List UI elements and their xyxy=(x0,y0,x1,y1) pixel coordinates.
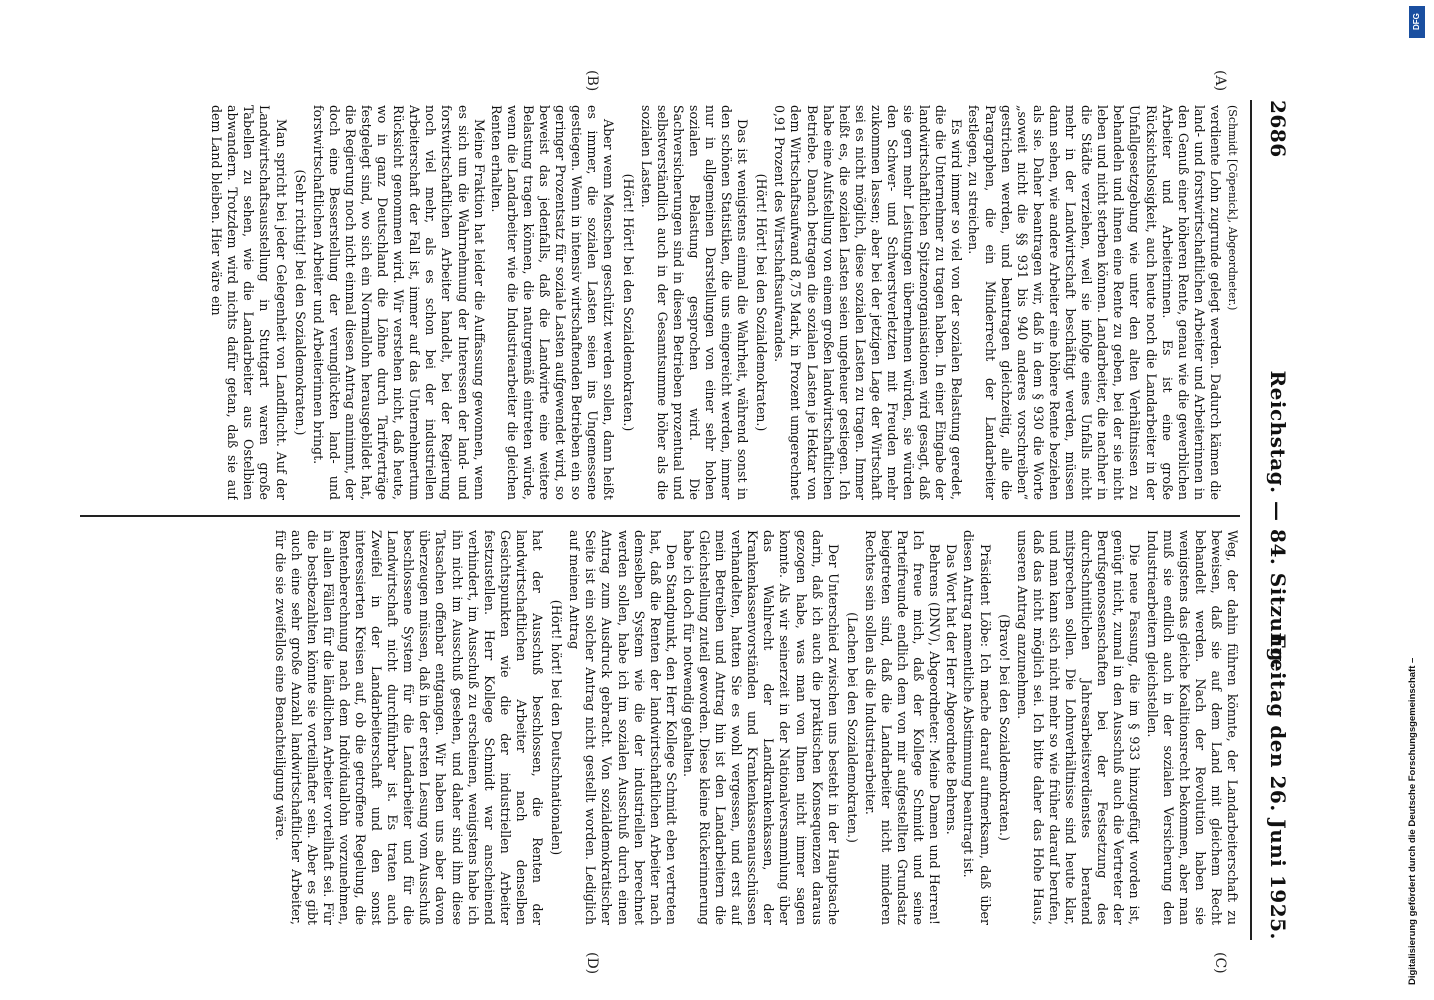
margin-mark-a: (A) xyxy=(1212,70,1228,92)
paragraph: hat der Ausschuß beschlossen, die Renten der landwirtschaftlichen Arbeiter nach denselben Gesichtspunkten wie die der industriellen Arbeiter festzustellen. Herr Kollege Schmidt war anscheinend verhindert, im Ausschuß zu erscheinen, wenigstens habe ich ihn nicht im Ausschuß gesehen, und daher sind ihm diese Tatsachen offenbar entgangen. Wir haben uns aber davon überzeugen müssen, daß in der ersten Lesung vom Ausschuß beschlossene System für die Landarbeiter und für die Landwirtschaft nicht durchführbar ist. Es traten auch Zweifel in der Landarbeiterschaft und den sonst interessierten Kreisen auf, ob die getroffene Regelung, die Rentenberechnung nach dem Individuallohn vorzunehmen, in allen Fällen für die ländlichen Arbeiter vorteilhaft sei. Für die bestbezahlten könnte sie vorteilhafter sein. Aber es gibt auch eine sehr große Anzahl landwirtschaftlicher Arbeiter, für die sie zweifellos eine Benachteiligung wäre. xyxy=(272,530,546,925)
dfg-logo: DFG xyxy=(1409,6,1425,38)
session-date: Freitag den 26. Juni 1925. xyxy=(1266,633,1290,940)
paragraph: verdiente Lohn zugrunde gelegt werden. Dadurch kämen die land- und forstwirtschaftlichen Arbeiter und Arbeiterinnen in den Genuß einer höheren Rente, genau wie die gewerblichen Arbeiter und Arbeiterinnen. Es ist eine große Rücksichtslosigkeit, auch heute noch die Landarbeiter in der Unfallgesetzgebung wie unter den alten Verhältnissen zu behandeln und ihnen eine Rente zu geben, bei der sie nicht leben und nicht sterben können. Landarbeiter, die nachher in die Städte verziehen, weil sie infolge eines Unfalls nicht mehr in der Landwirtschaft beschäftigt werden, müssen dann sehen, wie andere Arbeiter eine höhere Rente beziehen als sie. Daher beantragen wir, daß in dem § 930 die Worte „soweit nicht die §§ 931 bis 940 anderes vorschreiben“ gestrichen werden, und beantragen gleichzeitig, alle die Paragraphen, die ein Minderrecht der Landarbeiter festlegen, zu streichen. xyxy=(966,105,1223,500)
paragraph: Weg, der dahin führen könnte, der Landarbeiterschaft zu beweisen, daß sie auf dem Land mit gleichem Recht behandelt werden. Nach der Revolution haben sie wenigstens das gleiche Koalitionsrecht bekommen, aber man muß sie endlich auch in der sozialen Versicherung den Industriearbeitern gleichstellen. xyxy=(1144,530,1240,925)
interjection: (Bravo! bei den Sozialdemokraten.) xyxy=(996,614,1012,841)
paragraph: Es wird immer so viel von der sozialen Belastung geredet, die die Unternehmer zu tragen haben. In einer Eingabe der landwirtschaftlichen Spitzenorganisationen wird gesagt, daß sie gern mehr Leistungen übernehmen würden, sie würden den Schwer- und Schwerstverletzten mit Freuden mehr zukommen lassen; aber bei der jetzigen Lage der Wirtschaft sei es nicht möglich, diese sozialen Lasten zu tragen. Immer heißt es, die sozialen Lasten seien ungeheuer gestiegen. Ich habe eine Aufstellung von einem großen landwirtschaftlichen Betriebe. Danach betragen die sozialen Lasten je Hektar von dem Wirtschaftsaufwand 8,75 Mark, in Prozent umgerechnet 0,91 Prozent des Wirtschaftsaufwandes. xyxy=(772,105,965,500)
margin-mark-b: (B) xyxy=(584,70,600,92)
session-title: Reichstag. — 84. Sitzung. xyxy=(1266,370,1290,670)
left-column xyxy=(80,105,1240,500)
interjection: (Hört! Hört! bei den Sozialdemokraten.) xyxy=(754,173,770,432)
document-page xyxy=(30,0,1320,1000)
paragraph: Den Standpunkt, den Herr Kollege Schmidt eben vertreten hat, daß die Renten der landwirtschaftlichen Arbeiter nach demselben System wie die der industriellen berechnet werden sollen, habe ich im sozialen Ausschuß durch einen Antrag zum Ausdruck gebracht. Von sozialdemokratischer Seite ist ein solcher Antrag nicht gestellt worden. Lediglich auf meinen Antrag xyxy=(567,530,679,925)
column-divider xyxy=(80,515,1240,517)
interjection: (Sehr richtig! bei den Sozialdemokraten.) xyxy=(292,169,308,436)
paragraph: Behrens (DNV), Abgeordneter: Meine Damen und Herren! Ich freue mich, daß der Kollege Schmidt und seine Parteifreunde endlich dem von mir aufgestellten Grundsatz beigetreten sind, daß die Landarbeiter nicht minderen Rechtes sein sollen als die Industriearbeiter. xyxy=(862,530,943,925)
interjection: (Lachen bei den Sozialdemokraten.) xyxy=(844,612,860,843)
paragraph: Präsident Löbe: Ich mache darauf aufmerksam, daß über diesen Antrag namentliche Abstimmung beantragt ist. xyxy=(961,530,993,925)
paragraph: Das Wort hat der Herr Abgeordnete Behrens. xyxy=(944,544,960,835)
paragraph: Der Unterschied zwischen uns besteht in der Hauptsache darin, daß ich auch die praktischen Konsequenzen daraus gezogen habe, was man von Ihnen nicht immer sagen konnte. Als wir seinerzeit in der Nationalversammlung über das Wahlrecht der Landkrankenkassen, der Krankenkassenvorständen und Krankenkassenausschüssen verhandelten, hatten Sie es wohl vergessen, und erst auf mein Betreiben und Antrag hin ist den Landarbeitern die Gleichstellung zuteil geworden. Diese kleine Rückerinnerung habe ich doch für notwendig gehalten. xyxy=(680,530,841,925)
speaker-note: (Schmidt [Cöpenick], Abgeordneter.) xyxy=(1226,105,1239,311)
interjection: (Hört! hört! bei den Deutschnationalen) xyxy=(549,599,565,856)
interjection: (Hört! Hört! bei den Sozialdemokraten.) xyxy=(620,173,636,432)
page-number: 2686 xyxy=(1266,100,1290,158)
margin-mark-d: (D) xyxy=(584,952,600,975)
paragraph: Meine Fraktion hat leider die Auffassung gewonnen, wenn es sich um die Wahrnehmung der Interessen der land- und forstwirtschaftlichen Arbeiter handelt, bei der Regierung noch viel mehr, als es schon bei der industriellen Arbeiterschaft der Fall ist, immer auf das Unternehmertum Rücksicht genommen wird. Wir verstehen nicht, daß heute, wo in ganz Deutschland die Löhne durch Tarifverträge festgelegt sind, wo sich ein Normallohn herausgebildet hat, die Regierung noch nicht einmal diesen Antrag annimmt, der doch eine Besserstellung der verunglückten land- und forstwirtschaftlichen Arbeiter und Arbeiterinnen bringt. xyxy=(310,105,487,500)
margin-mark-c: (C) xyxy=(1212,952,1228,974)
page-header xyxy=(1250,100,1290,940)
digitization-sidebar xyxy=(1405,0,1429,1000)
paragraph: Man spricht bei jeder Gelegenheit von Landflucht. Auf der Landwirtschaftsausstellung in Stuttgart waren große Tabellen zu sehen, wie die Landarbeiter aus Ostelbien abwandern. Trotzdem wird nichts dafür getan, daß sie auf dem Land bleiben. Hier wäre ein xyxy=(209,105,289,500)
paragraph: Das ist wenigstens einmal die Wahrheit, während sonst in den schönen Statistiken, die uns eingereicht werden, immer nur in allgemeinen Darstellungen von einer sehr hohen sozialen Belastung gesprochen wird. Die Sachversicherungen sind in diesen Betrieben prozentual und selbstverständlich auch in der Gesamtsumme höher als die sozialen Lasten. xyxy=(638,105,751,500)
paragraph: Die neue Fassung, die im § 933 hinzugefügt worden ist, genügt nicht, zumal in den Ausschuß auch die Vertreter der Berufsgenossenschaften bei der Festsetzung des durchschnittlichen Jahresarbeitsverdienstes beratend mitsprechen sollen. Die Lohnverhältnisse sind heute klar, und man kann sich nicht mehr so wie früher darauf berufen, daß das nicht möglich sei. Ich bitte daher das Hohe Haus, unseren Antrag anzunehmen. xyxy=(1014,530,1143,925)
paragraph: Aber wenn Menschen geschützt werden sollen, dann heißt es immer, die sozialen Lasten seien ins Ungemessene gestiegen. Wenn in intensiv wirtschaftenden Betrieben ein so geringer Prozentsatz für soziale Lasten aufgewendet wird, so beweist das jedenfalls, daß die Landwirte eine weitere Belastung tragen können, die naturgemäß eintreten würde, wenn die Landarbeiter wie die Industriearbeiter die gleichen Renten erhalten. xyxy=(488,105,617,500)
header-rule xyxy=(1250,100,1252,940)
right-column xyxy=(80,530,1240,925)
digitization-credit: Digitalisierung gefördert durch die Deutsche Forschungsgemeinschaft – xyxy=(1407,657,1418,985)
